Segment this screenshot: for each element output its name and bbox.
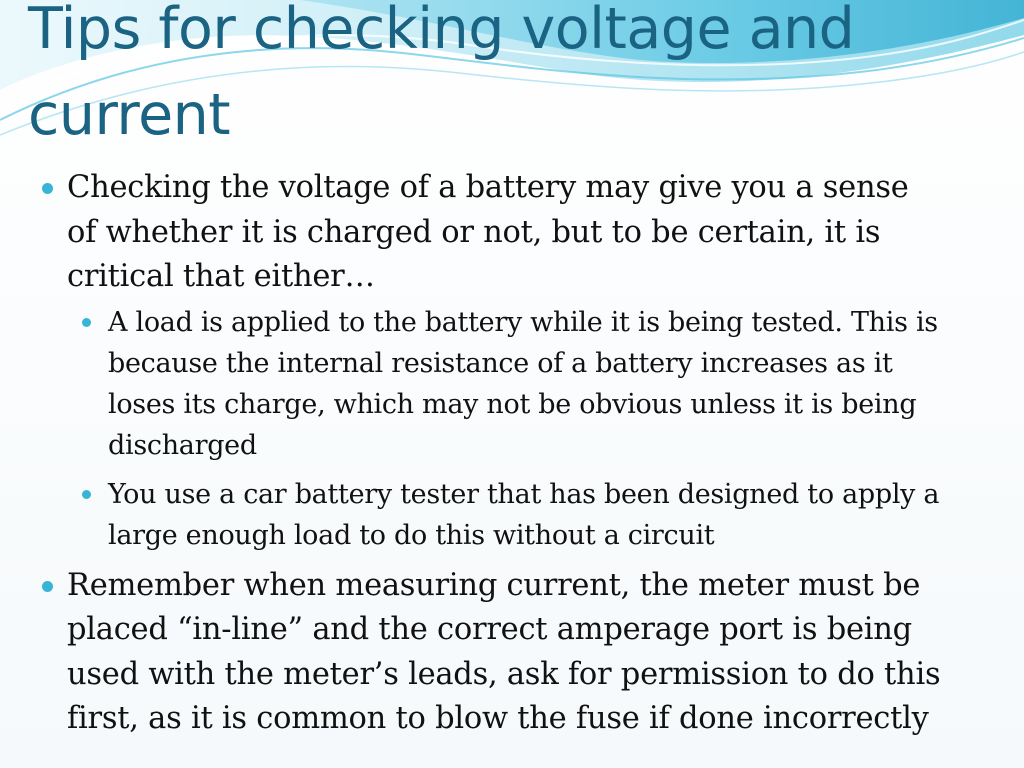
bullet-dot-icon [82, 490, 91, 499]
slide-title: Tips for checking voltage and current [28, 0, 855, 148]
bullet-item [67, 564, 947, 742]
bullet-text: Remember when measuring current, the meter must be placed “in-line” and the correct amperage port is being used with the meter’s leads, ask for permission to do this first, as it is common to blow the fuse if done incorrectly [67, 567, 941, 736]
bullet-dot-icon [42, 183, 53, 194]
bullet-dot-icon [82, 318, 91, 327]
bullet-text: Checking the voltage of a battery may give you a sense of whether it is charged or not, but to be certain, it is critical that either… [67, 170, 909, 294]
bullet-item [67, 166, 947, 300]
bullet-list [0, 166, 1024, 744]
sub-bullet-text: You use a car battery tester that has been designed to apply a large enough load to do this without a circuit [108, 478, 940, 551]
sub-bullet-item [108, 474, 958, 556]
bullet-dot-icon [42, 581, 53, 592]
sub-bullet-item [108, 302, 958, 466]
sub-bullet-text: A load is applied to the battery while it is being tested. This is because the internal resistance of a battery increases as it loses its charge, which may not be obvious unless it is being discharged [108, 306, 938, 461]
